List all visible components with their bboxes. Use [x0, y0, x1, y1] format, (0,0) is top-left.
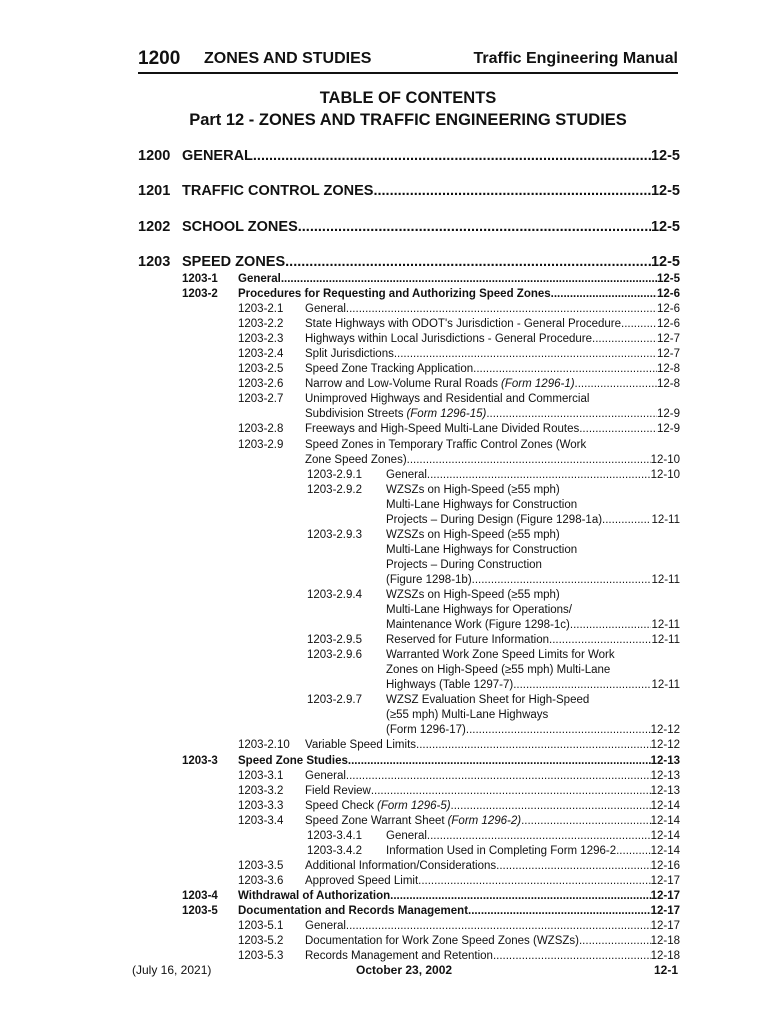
dot-leader: [373, 183, 651, 199]
toc-entry[interactable]: [138, 904, 680, 919]
entry-number: 1203-2.9.7: [307, 694, 362, 707]
section-page: 12-5: [650, 254, 680, 270]
entry-title: General: [238, 273, 281, 285]
toc-entry[interactable]: [138, 738, 680, 753]
toc-entry[interactable]: [138, 438, 680, 468]
entry-title: Procedures for Requesting and Authorizing Speed Zones: [238, 288, 551, 301]
toc-entry[interactable]: [138, 769, 680, 784]
dot-leader: [551, 287, 657, 302]
toc-entry[interactable]: [138, 799, 680, 814]
section-title: TRAFFIC CONTROL ZONES: [182, 183, 374, 199]
entry-page: 12-14: [650, 829, 680, 842]
entry-page: 12-6: [656, 288, 680, 301]
entry-form-ref: (Form 1296-15): [406, 408, 487, 421]
section-title: GENERAL: [182, 148, 253, 164]
toc-section[interactable]: [138, 254, 680, 274]
dot-leader: [394, 347, 657, 362]
dot-leader: [416, 738, 651, 753]
entry-title: Maintenance Work (Figure 1298-1c): [386, 619, 570, 632]
section-number: 1202: [138, 219, 171, 235]
entry-title: (Figure 1298-1b): [386, 573, 472, 586]
entry-number: 1203-3: [182, 754, 218, 767]
entry-number: 1203-2: [182, 288, 218, 301]
toc-entry[interactable]: [138, 919, 680, 934]
entry-page: 12-11: [651, 679, 680, 692]
toc-entry[interactable]: [138, 633, 680, 648]
dot-leader: [451, 799, 651, 814]
dot-leader: [346, 769, 651, 784]
entry-number: 1203-3.5: [238, 859, 284, 872]
toc-entry[interactable]: [138, 362, 680, 377]
toc-entry[interactable]: [138, 754, 680, 769]
section-page: 12-5: [650, 219, 680, 235]
entry-title: General: [305, 920, 346, 933]
dot-leader: [371, 784, 651, 799]
entry-title: General: [386, 468, 427, 481]
entry-number: 1203-2.7: [238, 393, 284, 406]
entry-number: 1203-2.1: [238, 303, 284, 316]
entry-number: 1203-2.9.2: [307, 483, 362, 496]
toc-entries: [138, 272, 680, 964]
entry-title-line: Speed Zones in Temporary Traffic Control Zones (Work: [305, 438, 587, 451]
dot-leader: [549, 633, 651, 648]
entry-number: 1203-5.1: [238, 920, 284, 933]
entry-number: 1203-2.9.4: [307, 588, 362, 601]
entry-page: 12-9: [656, 423, 680, 436]
entry-page: 12-6: [656, 303, 680, 316]
entry-page: 12-11: [651, 619, 680, 632]
dot-leader: [285, 254, 651, 270]
entry-title: Speed Zone Studies: [238, 754, 348, 767]
entry-number: 1203-3.3: [238, 799, 284, 812]
entry-number: 1203-2.9.5: [307, 634, 362, 647]
entry-page: 12-5: [656, 273, 680, 285]
entry-page: 12-13: [650, 754, 680, 767]
entry-title-line: Zones on High-Speed (≥55 mph) Multi-Lane: [386, 664, 611, 677]
entry-number: 1203-5.3: [238, 950, 284, 963]
dot-leader: [602, 513, 651, 528]
dot-leader: [496, 859, 650, 874]
entry-page: 12-18: [650, 935, 680, 948]
dot-leader: [472, 573, 652, 588]
dot-leader: [513, 678, 651, 693]
entry-title: Variable Speed Limits: [305, 739, 417, 752]
entry-title: Freeways and High-Speed Multi-Lane Divided Routes: [305, 423, 580, 436]
entry-number: 1203-5: [182, 904, 218, 917]
toc-section[interactable]: [138, 219, 680, 239]
entry-title: Approved Speed Limit: [305, 874, 419, 887]
toc-title: TABLE OF CONTENTS: [319, 89, 497, 107]
entry-form-ref: (Form 1296-5): [377, 799, 451, 812]
entry-title: State Highways with ODOT's Jurisdiction - General Procedure: [305, 318, 622, 331]
toc-entry[interactable]: [138, 287, 680, 302]
entry-page: 12-14: [650, 814, 680, 827]
dot-leader: [473, 362, 657, 377]
entry-form-ref: (Form 1296-2): [447, 814, 522, 827]
toc-entry[interactable]: [138, 648, 680, 693]
entry-page: 12-7: [656, 333, 680, 346]
toc-entry[interactable]: [138, 332, 680, 347]
entry-title-line: Projects – During Construction: [386, 558, 542, 571]
entry-number: 1203-2.6: [238, 378, 284, 391]
entry-title: Projects – During Design (Figure 1298-1a): [386, 513, 603, 526]
entry-page: 12-13: [650, 769, 680, 782]
entry-page: 12-14: [650, 799, 680, 812]
toc-entry[interactable]: [138, 814, 680, 829]
entry-number: 1203-2.8: [238, 423, 284, 436]
dot-leader: [427, 468, 651, 483]
toc-entry[interactable]: [138, 528, 680, 588]
entry-page: 12-12: [650, 724, 680, 737]
entry-page: 12-17: [650, 920, 680, 933]
toc-section[interactable]: [138, 148, 680, 168]
dot-leader: [466, 723, 651, 738]
toc-entry[interactable]: [138, 934, 680, 949]
revision-date: (July 16, 2021): [132, 963, 212, 977]
entry-number: 1203-2.5: [238, 363, 284, 376]
entry-number: 1203-4: [182, 889, 218, 902]
entry-title-line: WZSZs on High-Speed (≥55 mph): [386, 483, 560, 496]
entry-number: 1203-3.2: [238, 784, 284, 797]
manual-title: Traffic Engineering Manual: [473, 50, 678, 67]
entry-page: 12-11: [651, 634, 680, 647]
entry-number: 1203-2.2: [238, 318, 284, 331]
toc-entry[interactable]: [138, 874, 680, 889]
entry-title-line: Unimproved Highways and Residential and Commercial: [305, 393, 590, 406]
entry-title: Records Management and Retention: [305, 950, 493, 963]
entry-title: Speed Check: [305, 799, 375, 812]
entry-page: 12-8: [656, 378, 680, 391]
toc-entry[interactable]: [138, 468, 680, 483]
entry-page: 12-10: [650, 468, 680, 481]
part-title: Part 12 - ZONES AND TRAFFIC ENGINEERING STUDIES: [189, 111, 627, 129]
entry-number: 1203-2.9.1: [307, 468, 362, 481]
entry-title: Highways (Table 1297-7): [386, 679, 514, 692]
entry-page: 12-14: [650, 844, 680, 857]
entry-title-line: Multi-Lane Highways for Construction: [386, 543, 578, 556]
dot-leader: [579, 422, 657, 437]
entry-number: 1203-3.6: [238, 874, 284, 887]
entry-title-line: Warranted Work Zone Speed Limits for Work: [386, 649, 615, 662]
chapter-title: ZONES AND STUDIES: [204, 50, 372, 67]
entry-page: 12-13: [650, 784, 680, 797]
toc-entry[interactable]: [138, 949, 680, 964]
dot-leader: [418, 874, 650, 889]
entry-number: 1203-2.9.6: [307, 649, 362, 662]
toc-entry[interactable]: [138, 422, 680, 437]
entry-number: 1203-2.9.3: [307, 528, 362, 541]
entry-number: 1203-3.4.2: [307, 844, 362, 857]
toc-entry[interactable]: [138, 272, 680, 287]
entry-page: 12-12: [650, 739, 680, 752]
section-title: SCHOOL ZONES: [182, 219, 298, 235]
entry-page: 12-17: [650, 874, 680, 887]
entry-page: 12-9: [656, 408, 680, 421]
toc-entry[interactable]: [138, 347, 680, 362]
toc-entry[interactable]: [138, 377, 680, 392]
dot-leader: [253, 148, 651, 164]
dot-leader: [521, 814, 651, 829]
entry-number: 1203-3.4.1: [307, 829, 362, 842]
toc-entry[interactable]: [138, 483, 680, 528]
entry-title: Split Jurisdictions: [305, 348, 394, 361]
entry-title: Documentation for Work Zone Speed Zones (WZSZs): [305, 935, 579, 948]
section-number: 1200: [138, 148, 171, 164]
dot-leader: [575, 377, 657, 392]
entry-page: 12-17: [650, 904, 680, 917]
toc-entry[interactable]: [138, 829, 680, 844]
toc-entry[interactable]: [138, 889, 680, 904]
entry-title: Withdrawal of Authorization: [238, 889, 391, 902]
entry-number: 1203-2.4: [238, 348, 284, 361]
entry-page: 12-10: [650, 453, 680, 466]
entry-title: General: [305, 303, 346, 316]
section-number: 1201: [138, 183, 171, 199]
section-number: 1203: [138, 254, 171, 270]
entry-number: 1203-5.2: [238, 935, 284, 948]
entry-title: Zone Speed Zones): [305, 453, 407, 466]
dot-leader: [621, 317, 657, 332]
entry-number: 1203-2.3: [238, 333, 284, 346]
dot-leader: [468, 904, 651, 919]
dot-leader: [486, 407, 657, 422]
entry-title: General: [305, 769, 346, 782]
dot-leader: [407, 453, 651, 468]
entry-title-line: (≥55 mph) Multi-Lane Highways: [386, 709, 549, 722]
entry-number: 1203-3.1: [238, 769, 284, 782]
entry-page: 12-11: [651, 513, 680, 526]
issue-date: October 23, 2002: [356, 963, 453, 977]
entry-title: Speed Zone Warrant Sheet: [305, 814, 445, 827]
entry-page: 12-11: [651, 573, 680, 586]
entry-title: Information Used in Completing Form 1296-2: [386, 844, 617, 857]
entry-title: Reserved for Future Information: [386, 634, 549, 647]
toc-entry[interactable]: [138, 588, 680, 633]
toc-entry[interactable]: [138, 392, 680, 422]
entry-number: 1203-1: [182, 273, 218, 285]
entry-title-line: Multi-Lane Highways for Construction: [386, 498, 578, 511]
toc-entry[interactable]: [138, 784, 680, 799]
entry-title-line: Multi-Lane Highways for Operations/: [386, 604, 572, 617]
toc-entry[interactable]: [138, 693, 680, 738]
entry-page: 12-6: [656, 318, 680, 331]
toc-entry[interactable]: [138, 859, 680, 874]
entry-page: 12-16: [650, 859, 680, 872]
entry-title: (Form 1296-17): [386, 724, 466, 737]
section-page: 12-5: [650, 148, 680, 164]
toc-section[interactable]: [138, 183, 680, 203]
entry-page: 12-8: [656, 363, 680, 376]
entry-number: 1203-2.9: [238, 438, 284, 451]
entry-number: 1203-2.10: [238, 739, 290, 752]
toc-entry[interactable]: [138, 844, 680, 859]
entry-page: 12-7: [656, 348, 680, 361]
dot-leader: [298, 219, 651, 235]
dot-leader: [348, 754, 651, 769]
dot-leader: [579, 934, 651, 949]
entry-title: Highways within Local Jurisdictions - General Procedure: [305, 333, 592, 346]
dot-leader: [346, 919, 651, 934]
entry-title: Speed Zone Tracking Application: [305, 363, 474, 376]
entry-title: Subdivision Streets: [305, 408, 404, 421]
section-title: SPEED ZONES: [182, 254, 286, 270]
entry-title-line: WZSZ Evaluation Sheet for High-Speed: [386, 694, 590, 707]
dot-leader: [281, 272, 657, 287]
dot-leader: [592, 332, 657, 347]
dot-leader: [493, 949, 651, 964]
chapter-number: 1200: [138, 48, 181, 69]
entry-title: Additional Information/Considerations: [305, 859, 497, 872]
entry-form-ref: (Form 1296-1): [501, 378, 575, 391]
entry-title-line: WZSZs on High-Speed (≥55 mph): [386, 528, 560, 541]
dot-leader: [570, 618, 652, 633]
entry-title: Field Review: [305, 784, 371, 797]
entry-title: Narrow and Low-Volume Rural Roads: [305, 378, 499, 391]
entry-title-line: WZSZs on High-Speed (≥55 mph): [386, 588, 560, 601]
section-page: 12-5: [650, 183, 680, 199]
dot-leader: [390, 889, 650, 904]
dot-leader: [427, 829, 651, 844]
entry-page: 12-18: [650, 950, 680, 963]
toc-entry[interactable]: [138, 317, 680, 332]
page-number: 12-1: [654, 963, 679, 977]
toc-entry[interactable]: [138, 302, 680, 317]
entry-number: 1203-3.4: [238, 814, 284, 827]
page-header: [138, 46, 678, 74]
entry-page: 12-17: [650, 889, 680, 902]
dot-leader: [616, 844, 650, 859]
dot-leader: [346, 302, 657, 317]
entry-title: Documentation and Records Management: [238, 904, 469, 917]
entry-title: General: [386, 829, 427, 842]
